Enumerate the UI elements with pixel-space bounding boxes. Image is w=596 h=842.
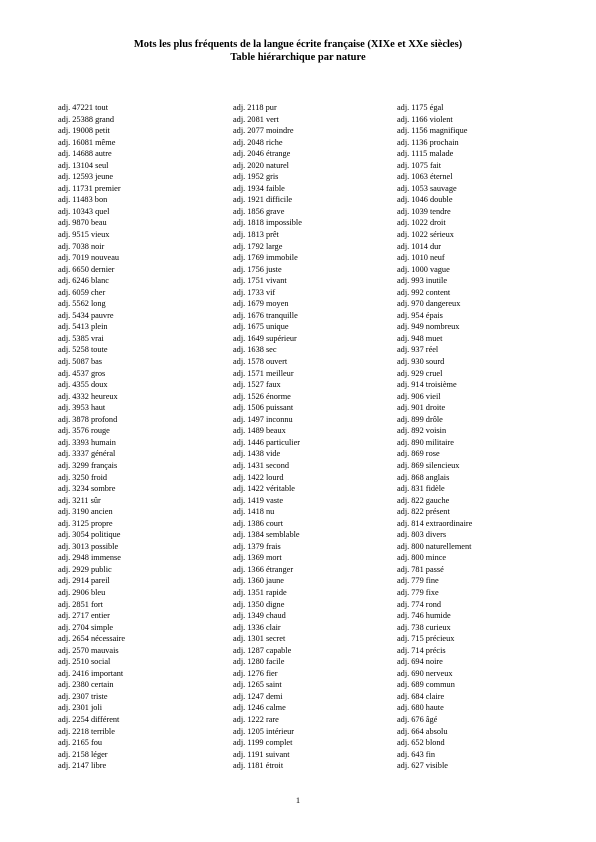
word-entry: adj. 1422 véritable bbox=[233, 484, 295, 494]
word-entry: adj. 3125 propre bbox=[58, 518, 113, 528]
word-entry: adj. 4537 gros bbox=[58, 368, 106, 378]
word-entry: adj. 47221 tout bbox=[58, 103, 109, 112]
word-entry: adj. 4355 doux bbox=[58, 380, 108, 390]
word-entry: adj. 1166 violent bbox=[397, 114, 453, 124]
word-column-1 bbox=[58, 102, 228, 772]
word-entry: adj. 2416 important bbox=[58, 668, 124, 678]
word-entry: adj. 2717 entier bbox=[58, 611, 110, 621]
word-entry: adj. 1301 secret bbox=[233, 634, 286, 644]
word-entry: adj. 781 passé bbox=[397, 564, 444, 574]
word-entry: adj. 901 droite bbox=[397, 403, 446, 413]
word-entry: adj. 1191 suivant bbox=[233, 749, 290, 759]
word-column-3 bbox=[397, 102, 567, 772]
word-entry: adj. 19008 petit bbox=[58, 126, 110, 136]
word-entry: adj. 3190 ancien bbox=[58, 507, 113, 517]
word-entry: adj. 800 naturellement bbox=[397, 541, 472, 551]
word-entry: adj. 803 divers bbox=[397, 530, 447, 540]
word-entry: adj. 9515 vieux bbox=[58, 230, 110, 240]
word-entry: adj. 714 précis bbox=[397, 645, 446, 655]
word-entry: adj. 822 gauche bbox=[397, 495, 450, 505]
word-entry: adj. 1265 saint bbox=[233, 680, 282, 690]
word-entry: adj. 1856 grave bbox=[233, 206, 285, 216]
word-entry: adj. 1676 tranquille bbox=[233, 310, 298, 320]
word-entry: adj. 914 troisième bbox=[397, 380, 457, 390]
word-entry: adj. 2929 public bbox=[58, 564, 112, 574]
word-entry: adj. 1276 fier bbox=[233, 668, 278, 678]
word-entry: adj. 9870 beau bbox=[58, 218, 107, 228]
word-entry: adj. 1792 large bbox=[233, 241, 283, 251]
word-entry: adj. 11731 premier bbox=[58, 183, 121, 193]
word-entry: adj. 954 épais bbox=[397, 310, 443, 320]
word-entry: adj. 1349 chaud bbox=[233, 611, 286, 621]
word-entry: adj. 664 absolu bbox=[397, 726, 448, 736]
page-title bbox=[0, 38, 596, 64]
word-entry: adj. 627 visible bbox=[397, 761, 448, 771]
word-entry: adj. 6246 blanc bbox=[58, 276, 109, 286]
word-entry: adj. 1000 vague bbox=[397, 264, 450, 274]
word-entry: adj. 1360 jaune bbox=[233, 576, 284, 586]
word-entry: adj. 1222 rare bbox=[233, 714, 279, 724]
word-entry: adj. 7019 nouveau bbox=[58, 253, 120, 263]
word-entry: adj. 1952 gris bbox=[233, 172, 279, 182]
word-entry: adj. 3250 froid bbox=[58, 472, 108, 482]
word-entry: adj. 1526 énorme bbox=[233, 391, 291, 401]
word-entry: adj. 1818 impossible bbox=[233, 218, 302, 228]
word-entry: adj. 2948 immense bbox=[58, 553, 121, 563]
word-entry: adj. 1156 magnifique bbox=[397, 126, 468, 136]
word-entry: adj. 1418 nu bbox=[233, 507, 275, 517]
word-entry: adj. 680 haute bbox=[397, 703, 444, 713]
word-entry: adj. 1527 faux bbox=[233, 380, 281, 390]
word-entry: adj. 892 voisin bbox=[397, 426, 447, 436]
word-entry: adj. 7038 noir bbox=[58, 241, 105, 251]
word-entry: adj. 6650 dernier bbox=[58, 264, 115, 274]
word-entry: adj. 11483 bon bbox=[58, 195, 108, 205]
word-entry: adj. 937 réel bbox=[397, 345, 439, 355]
word-entry: adj. 1379 frais bbox=[233, 541, 281, 551]
word-entry: adj. 1446 particulier bbox=[233, 437, 301, 447]
word-entry: adj. 1350 digne bbox=[233, 599, 285, 609]
word-entry: adj. 1075 fait bbox=[397, 160, 442, 170]
word-entry: adj. 14688 autre bbox=[58, 149, 112, 159]
word-entry: adj. 1136 prochain bbox=[397, 137, 459, 147]
word-entry: adj. 992 content bbox=[397, 287, 451, 297]
word-entry: adj. 2654 nécessaire bbox=[58, 634, 126, 644]
word-entry: adj. 5562 long bbox=[58, 299, 106, 309]
word-entry: adj. 2914 pareil bbox=[58, 576, 110, 586]
word-entry: adj. 899 drôle bbox=[397, 414, 443, 424]
word-entry: adj. 1751 vivant bbox=[233, 276, 287, 286]
word-entry: adj. 949 nombreux bbox=[397, 322, 460, 332]
word-entry: adj. 3953 haut bbox=[58, 403, 106, 413]
word-entry: adj. 1438 vide bbox=[233, 449, 281, 459]
word-entry: adj. 1384 semblable bbox=[233, 530, 300, 540]
word-entry: adj. 746 humide bbox=[397, 611, 451, 621]
word-entry: adj. 2307 triste bbox=[58, 691, 108, 701]
word-entry: adj. 2380 certain bbox=[58, 680, 114, 690]
word-entry: adj. 1115 malade bbox=[397, 149, 454, 159]
word-entry: adj. 1756 juste bbox=[233, 264, 282, 274]
word-entry: adj. 3337 général bbox=[58, 449, 116, 459]
word-entry: adj. 1571 meilleur bbox=[233, 368, 294, 378]
word-entry: adj. 3054 politique bbox=[58, 530, 121, 540]
word-entry: adj. 2510 social bbox=[58, 657, 111, 667]
word-entry: adj. 1287 capable bbox=[233, 645, 292, 655]
word-entry: adj. 13104 seul bbox=[58, 160, 109, 170]
word-entry: adj. 3878 profond bbox=[58, 414, 118, 424]
word-entry: adj. 1638 sec bbox=[233, 345, 277, 355]
word-entry: adj. 1246 calme bbox=[233, 703, 286, 713]
word-entry: adj. 1419 vaste bbox=[233, 495, 284, 505]
word-entry: adj. 1199 complet bbox=[233, 738, 293, 748]
word-entry: adj. 1813 prêt bbox=[233, 230, 279, 240]
word-entry: adj. 2165 fou bbox=[58, 738, 103, 748]
word-entry: adj. 1578 ouvert bbox=[233, 357, 288, 367]
word-entry: adj. 3576 rouge bbox=[58, 426, 110, 436]
word-entry: adj. 1733 vif bbox=[233, 287, 276, 297]
word-entry: adj. 10343 quel bbox=[58, 206, 110, 216]
word-entry: adj. 1336 clair bbox=[233, 622, 281, 632]
word-entry: adj. 2254 différent bbox=[58, 714, 120, 724]
word-entry: adj. 643 fin bbox=[397, 749, 436, 759]
word-entry: adj. 5258 toute bbox=[58, 345, 108, 355]
word-entry: adj. 2147 libre bbox=[58, 761, 107, 771]
word-entry: adj. 869 rose bbox=[397, 449, 440, 459]
word-entry: adj. 3299 français bbox=[58, 460, 118, 470]
word-entry: adj. 779 fixe bbox=[397, 587, 439, 597]
word-entry: adj. 5434 pauvre bbox=[58, 310, 114, 320]
word-entry: adj. 1366 étranger bbox=[233, 564, 294, 574]
word-entry: adj. 1649 supérieur bbox=[233, 333, 297, 343]
word-entry: adj. 738 curieux bbox=[397, 622, 451, 632]
word-entry: adj. 1675 unique bbox=[233, 322, 289, 332]
word-entry: adj. 1053 sauvage bbox=[397, 183, 457, 193]
word-entry: adj. 1022 sérieux bbox=[397, 230, 454, 240]
word-entry: adj. 930 sourd bbox=[397, 357, 445, 367]
word-entry: adj. 993 inutile bbox=[397, 276, 448, 286]
page-number: 1 bbox=[295, 795, 301, 805]
word-entry: adj. 1489 beaux bbox=[233, 426, 286, 436]
word-entry: adj. 779 fine bbox=[397, 576, 439, 586]
word-entry: adj. 1247 demi bbox=[233, 691, 283, 701]
word-entry: adj. 684 claire bbox=[397, 691, 445, 701]
word-entry: adj. 2301 joli bbox=[58, 703, 103, 713]
word-entry: adj. 906 vieil bbox=[397, 391, 441, 401]
word-column-2 bbox=[233, 102, 403, 772]
word-entry: adj. 1010 neuf bbox=[397, 253, 445, 263]
word-entry: adj. 3013 possible bbox=[58, 541, 119, 551]
word-entry: adj. 1014 dur bbox=[397, 241, 442, 251]
word-entry: adj. 2218 terrible bbox=[58, 726, 115, 736]
word-entry: adj. 1280 facile bbox=[233, 657, 285, 667]
word-entry: adj. 2906 bleu bbox=[58, 587, 106, 597]
word-entry: adj. 869 silencieux bbox=[397, 460, 460, 470]
word-entry: adj. 715 précieux bbox=[397, 634, 455, 644]
word-entry: adj. 16081 même bbox=[58, 137, 116, 147]
word-entry: adj. 831 fidèle bbox=[397, 484, 445, 494]
word-entry: adj. 1497 inconnu bbox=[233, 414, 293, 424]
word-entry: adj. 6059 cher bbox=[58, 287, 106, 297]
word-entry: adj. 2020 naturel bbox=[233, 160, 289, 170]
word-entry: adj. 3211 sûr bbox=[58, 495, 101, 505]
word-entry: adj. 12593 jeune bbox=[58, 172, 114, 182]
word-entry: adj. 1022 droit bbox=[397, 218, 446, 228]
word-entry: adj. 5385 vrai bbox=[58, 333, 104, 343]
word-entry: adj. 689 commun bbox=[397, 680, 455, 690]
word-entry: adj. 2046 étrange bbox=[233, 149, 291, 159]
word-entry: adj. 2077 moindre bbox=[233, 126, 294, 136]
title-line: Mots les plus fréquents de la langue écrite française (XIXe et XXe siècles) bbox=[133, 39, 463, 50]
word-entry: adj. 3234 sombre bbox=[58, 484, 116, 494]
word-entry: adj. 1205 intérieur bbox=[233, 726, 295, 736]
subtitle-line: Table hiérarchique par nature bbox=[230, 52, 366, 63]
word-entry: adj. 1181 étroit bbox=[233, 761, 284, 771]
word-entry: adj. 4332 heureux bbox=[58, 391, 118, 401]
word-entry: adj. 1679 moyen bbox=[233, 299, 289, 309]
word-entry: adj. 2048 riche bbox=[233, 137, 283, 147]
word-entry: adj. 1175 égal bbox=[397, 103, 444, 112]
word-entry: adj. 3393 humain bbox=[58, 437, 116, 447]
word-entry: adj. 1431 second bbox=[233, 460, 289, 470]
word-entry: adj. 652 blond bbox=[397, 738, 445, 748]
word-entry: adj. 2081 vert bbox=[233, 114, 279, 124]
word-entry: adj. 5087 bas bbox=[58, 357, 103, 367]
word-entry: adj. 1506 puissant bbox=[233, 403, 294, 413]
word-entry: adj. 1422 lourd bbox=[233, 472, 284, 482]
word-entry: adj. 694 noire bbox=[397, 657, 443, 667]
word-entry: adj. 1369 mort bbox=[233, 553, 282, 563]
word-entry: adj. 1934 faible bbox=[233, 183, 285, 193]
word-entry: adj. 822 présent bbox=[397, 507, 450, 517]
word-entry: adj. 5413 plein bbox=[58, 322, 108, 332]
word-entry: adj. 800 mince bbox=[397, 553, 447, 563]
word-entry: adj. 1351 rapide bbox=[233, 587, 287, 597]
word-entry: adj. 1063 éternel bbox=[397, 172, 453, 182]
word-entry: adj. 2158 léger bbox=[58, 749, 108, 759]
word-entry: adj. 1046 double bbox=[397, 195, 453, 205]
word-entry: adj. 2570 mauvais bbox=[58, 645, 119, 655]
word-entry: adj. 676 âgé bbox=[397, 714, 438, 724]
word-entry: adj. 25388 grand bbox=[58, 114, 114, 124]
word-entry: adj. 868 anglais bbox=[397, 472, 450, 482]
word-entry: adj. 1386 court bbox=[233, 518, 284, 528]
word-entry: adj. 929 cruel bbox=[397, 368, 443, 378]
word-entry: adj. 774 rond bbox=[397, 599, 442, 609]
word-entry: adj. 2704 simple bbox=[58, 622, 114, 632]
word-entry: adj. 1769 immobile bbox=[233, 253, 298, 263]
word-entry: adj. 970 dangereux bbox=[397, 299, 461, 309]
word-entry: adj. 814 extraordinaire bbox=[397, 518, 473, 528]
word-entry: adj. 2118 pur bbox=[233, 103, 277, 112]
word-entry: adj. 1921 difficile bbox=[233, 195, 293, 205]
word-entry: adj. 2851 fort bbox=[58, 599, 103, 609]
word-entry: adj. 948 muet bbox=[397, 333, 443, 343]
word-entry: adj. 890 militaire bbox=[397, 437, 454, 447]
word-entry: adj. 1039 tendre bbox=[397, 206, 451, 216]
word-entry: adj. 690 nerveux bbox=[397, 668, 453, 678]
